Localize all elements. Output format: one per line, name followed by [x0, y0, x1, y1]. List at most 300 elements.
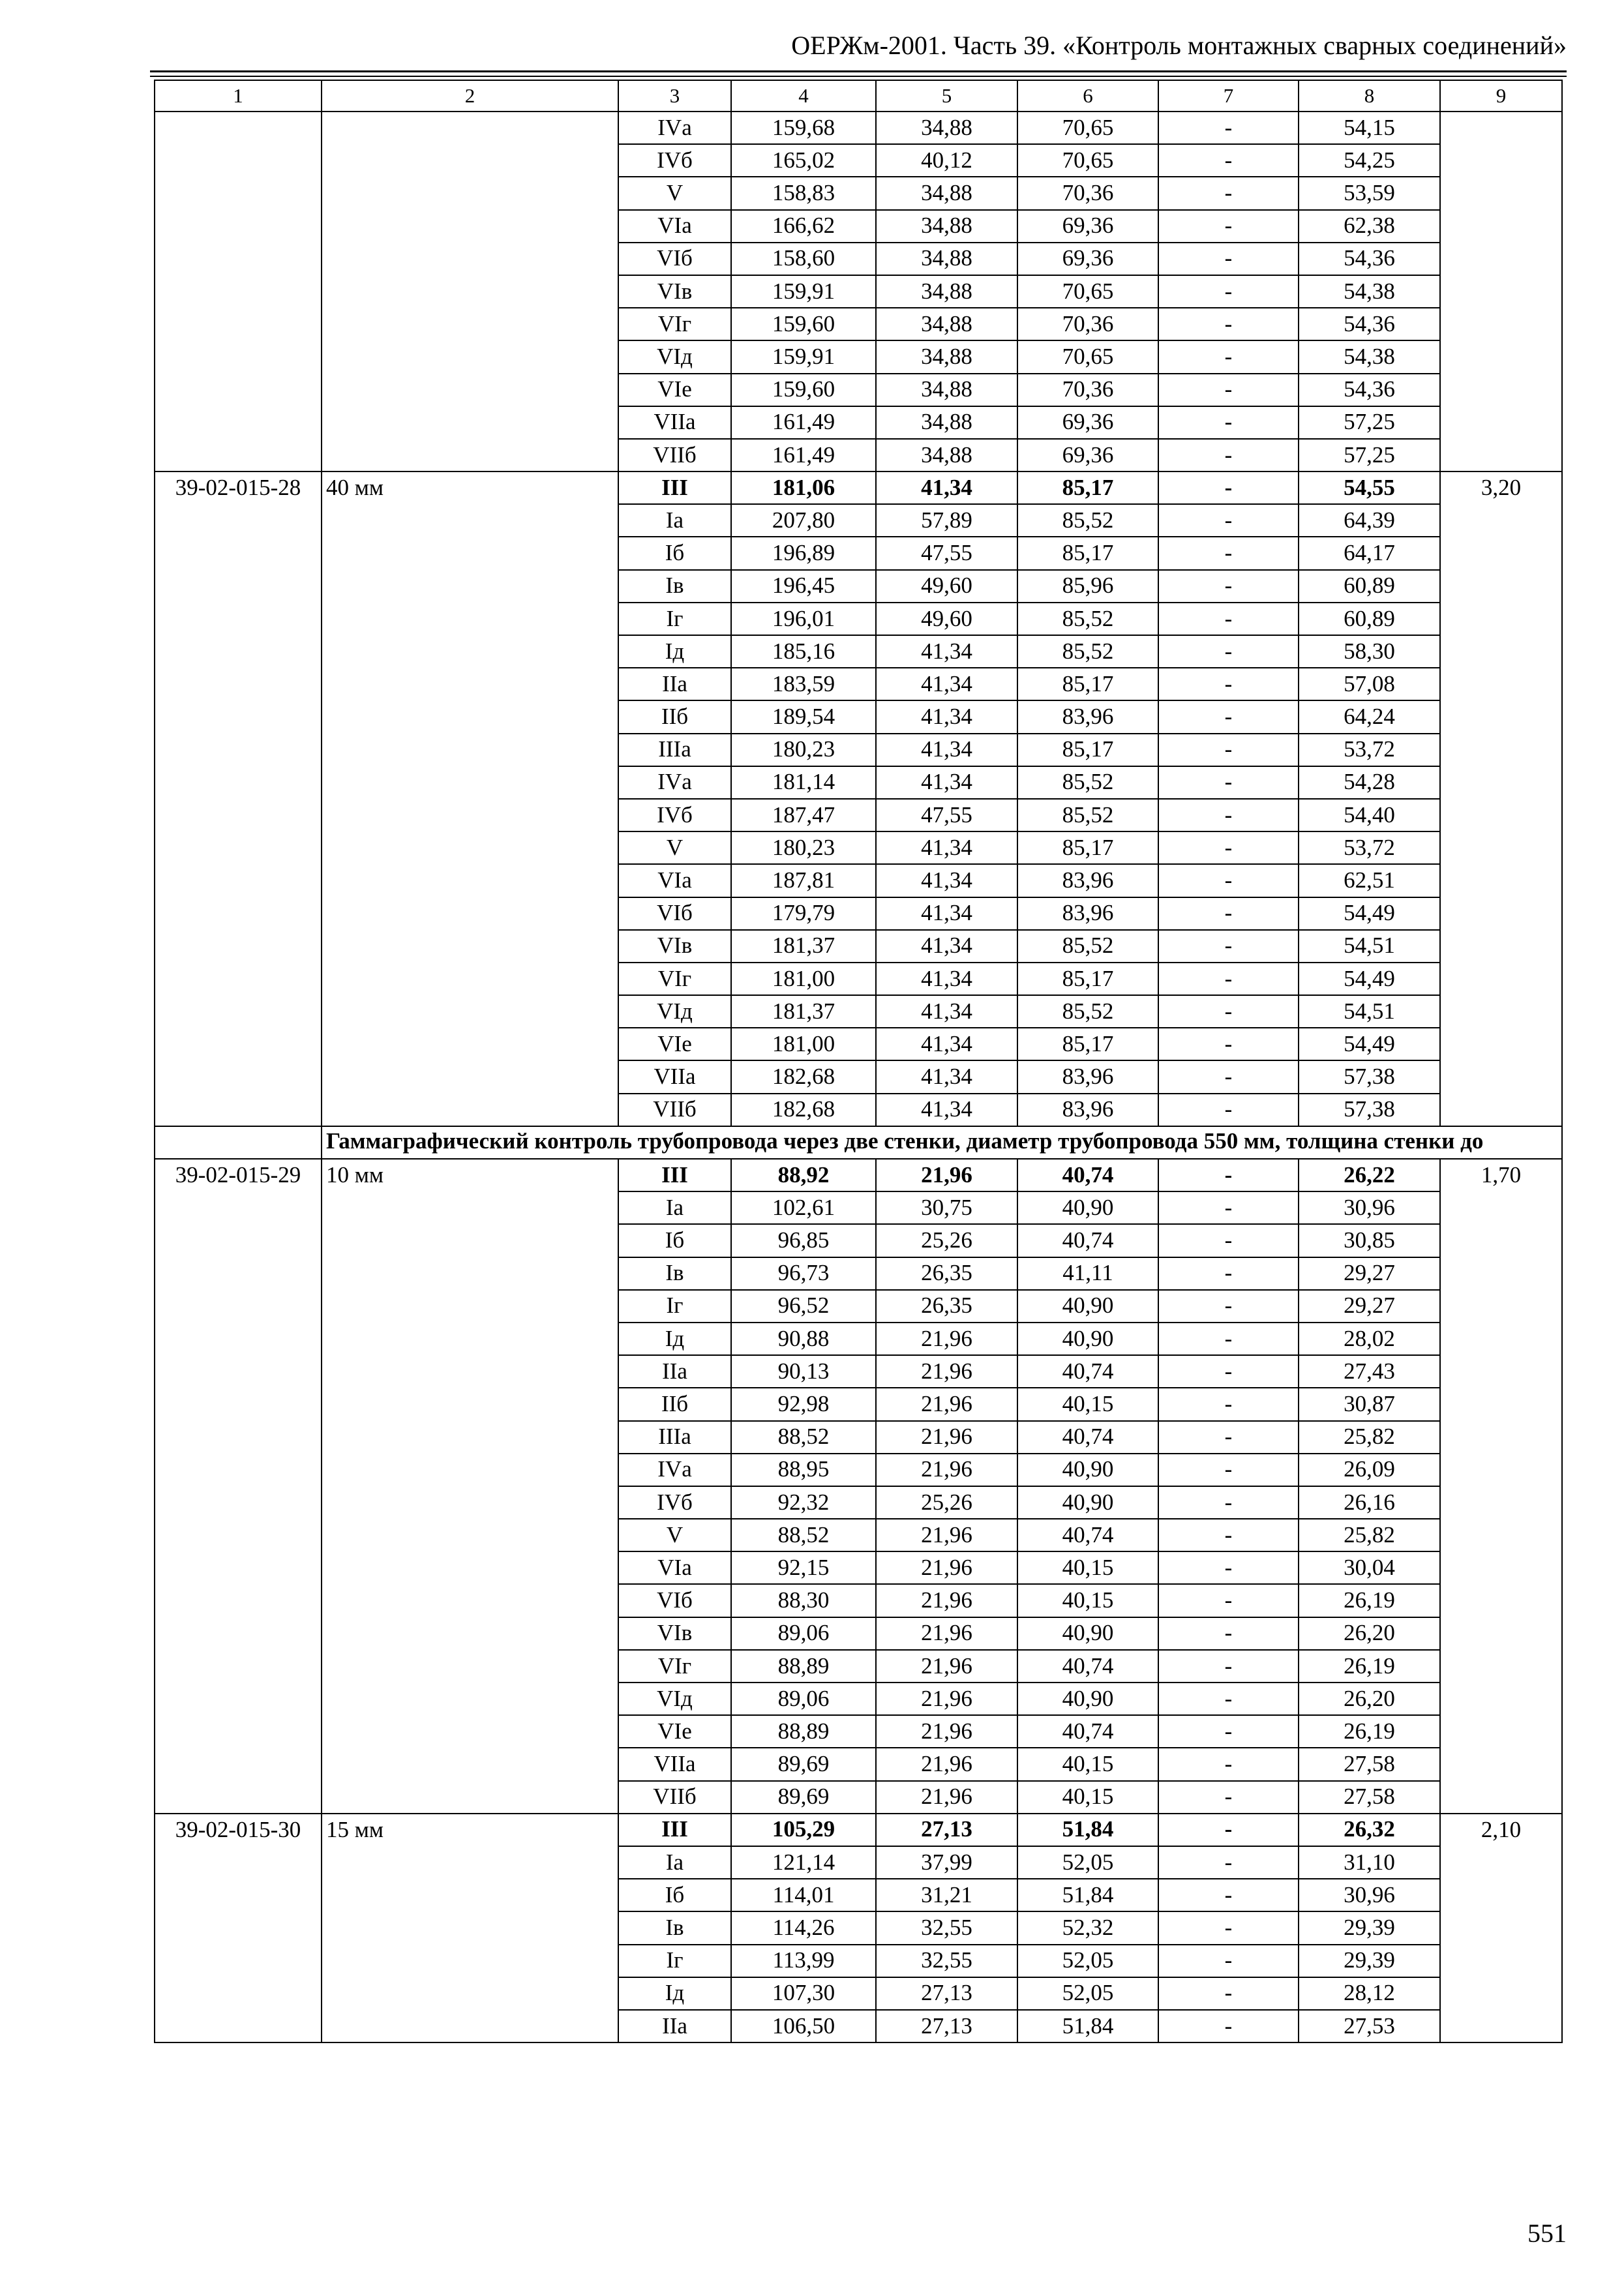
- machines-cell: 40,90: [1017, 1191, 1158, 1224]
- driver-wages-cell: -: [1158, 1355, 1299, 1388]
- total-cost-cell: 89,06: [731, 1683, 876, 1715]
- machines-cell: 69,36: [1017, 210, 1158, 243]
- machines-cell: 40,90: [1017, 1290, 1158, 1323]
- machines-cell: 40,15: [1017, 1584, 1158, 1617]
- machines-cell: 40,74: [1017, 1519, 1158, 1551]
- machines-cell: 70,65: [1017, 112, 1158, 144]
- machines-cell: 69,36: [1017, 406, 1158, 439]
- machines-cell: 40,15: [1017, 1551, 1158, 1584]
- category-cell: VIб: [618, 1584, 731, 1617]
- driver-wages-cell: -: [1158, 1290, 1299, 1323]
- machines-cell: 70,65: [1017, 144, 1158, 177]
- wages-cell: 26,35: [876, 1257, 1017, 1290]
- driver-wages-cell: -: [1158, 668, 1299, 700]
- labor-cost-cell: 2,10: [1440, 1814, 1562, 2042]
- driver-wages-cell: -: [1158, 700, 1299, 733]
- wages-cell: 21,96: [876, 1715, 1017, 1748]
- machines-cell: 40,74: [1017, 1159, 1158, 1191]
- materials-cell: 54,49: [1299, 963, 1440, 995]
- wages-cell: 41,34: [876, 1060, 1017, 1093]
- machines-cell: 70,36: [1017, 308, 1158, 340]
- machines-cell: 41,11: [1017, 1257, 1158, 1290]
- wages-cell: 21,96: [876, 1584, 1017, 1617]
- column-number-cell: 4: [731, 80, 876, 112]
- machines-cell: 40,15: [1017, 1388, 1158, 1420]
- materials-cell: 29,39: [1299, 1945, 1440, 1977]
- total-cost-cell: 114,01: [731, 1879, 876, 1911]
- total-cost-cell: 159,91: [731, 340, 876, 373]
- machines-cell: 40,90: [1017, 1486, 1158, 1519]
- wages-cell: 26,35: [876, 1290, 1017, 1323]
- wages-cell: 41,34: [876, 734, 1017, 766]
- driver-wages-cell: -: [1158, 537, 1299, 569]
- category-cell: IIб: [618, 700, 731, 733]
- machines-cell: 52,05: [1017, 1945, 1158, 1977]
- wages-cell: 21,96: [876, 1748, 1017, 1780]
- machines-cell: 40,74: [1017, 1650, 1158, 1683]
- driver-wages-cell: -: [1158, 1060, 1299, 1093]
- materials-cell: 54,36: [1299, 308, 1440, 340]
- machines-cell: 85,17: [1017, 1028, 1158, 1060]
- materials-cell: 60,89: [1299, 603, 1440, 635]
- total-cost-cell: 159,68: [731, 112, 876, 144]
- category-cell: VIе: [618, 1028, 731, 1060]
- column-number-cell: 6: [1017, 80, 1158, 112]
- wages-cell: 41,34: [876, 635, 1017, 668]
- materials-cell: 26,09: [1299, 1454, 1440, 1486]
- category-cell: IVб: [618, 144, 731, 177]
- column-number-cell: 2: [322, 80, 618, 112]
- driver-wages-cell: -: [1158, 1551, 1299, 1584]
- machines-cell: 85,17: [1017, 537, 1158, 569]
- labor-cost-cell: 1,70: [1440, 1159, 1562, 1814]
- materials-cell: 53,59: [1299, 177, 1440, 209]
- total-cost-cell: 158,60: [731, 243, 876, 275]
- total-cost-cell: 113,99: [731, 1945, 876, 1977]
- machines-cell: 40,15: [1017, 1781, 1158, 1814]
- total-cost-cell: 165,02: [731, 144, 876, 177]
- driver-wages-cell: -: [1158, 1911, 1299, 1944]
- category-cell: VIг: [618, 1650, 731, 1683]
- total-cost-cell: 159,91: [731, 275, 876, 308]
- category-cell: Iа: [618, 1191, 731, 1224]
- materials-cell: 25,82: [1299, 1421, 1440, 1454]
- materials-cell: 54,49: [1299, 1028, 1440, 1060]
- total-cost-cell: 185,16: [731, 635, 876, 668]
- materials-cell: 57,08: [1299, 668, 1440, 700]
- driver-wages-cell: -: [1158, 1519, 1299, 1551]
- page-number: 551: [1527, 2219, 1567, 2248]
- wages-cell: 21,96: [876, 1650, 1017, 1683]
- total-cost-cell: 189,54: [731, 700, 876, 733]
- category-cell: VIIа: [618, 1748, 731, 1780]
- table-row: [155, 112, 1562, 144]
- wages-cell: 41,34: [876, 831, 1017, 864]
- driver-wages-cell: -: [1158, 930, 1299, 963]
- machines-cell: 51,84: [1017, 1879, 1158, 1911]
- driver-wages-cell: -: [1158, 112, 1299, 144]
- driver-wages-cell: -: [1158, 766, 1299, 799]
- category-cell: Iд: [618, 635, 731, 668]
- driver-wages-cell: -: [1158, 995, 1299, 1028]
- wages-cell: 25,26: [876, 1224, 1017, 1257]
- driver-wages-cell: -: [1158, 1454, 1299, 1486]
- category-cell: Iд: [618, 1323, 731, 1355]
- materials-cell: 26,16: [1299, 1486, 1440, 1519]
- materials-cell: 64,17: [1299, 537, 1440, 569]
- category-cell: VIг: [618, 308, 731, 340]
- rate-code-cell: 39-02-015-28: [155, 471, 322, 1126]
- rate-code-cell: [155, 112, 322, 471]
- driver-wages-cell: -: [1158, 1650, 1299, 1683]
- driver-wages-cell: -: [1158, 1388, 1299, 1420]
- labor-cost-cell: [1440, 112, 1562, 471]
- driver-wages-cell: -: [1158, 831, 1299, 864]
- total-cost-cell: 181,14: [731, 766, 876, 799]
- category-cell: Iв: [618, 1911, 731, 1944]
- driver-wages-cell: -: [1158, 1945, 1299, 1977]
- machines-cell: 85,52: [1017, 995, 1158, 1028]
- wages-cell: 41,34: [876, 995, 1017, 1028]
- column-number-cell: 3: [618, 80, 731, 112]
- machines-cell: 69,36: [1017, 439, 1158, 471]
- driver-wages-cell: -: [1158, 210, 1299, 243]
- wages-cell: 41,34: [876, 963, 1017, 995]
- category-cell: VIд: [618, 1683, 731, 1715]
- category-cell: III: [618, 1814, 731, 1846]
- total-cost-cell: 161,49: [731, 439, 876, 471]
- category-cell: VIв: [618, 1617, 731, 1650]
- driver-wages-cell: -: [1158, 1191, 1299, 1224]
- materials-cell: 57,25: [1299, 406, 1440, 439]
- materials-cell: 54,38: [1299, 340, 1440, 373]
- driver-wages-cell: -: [1158, 1323, 1299, 1355]
- total-cost-cell: 181,00: [731, 1028, 876, 1060]
- wages-cell: 21,96: [876, 1323, 1017, 1355]
- category-cell: IVб: [618, 1486, 731, 1519]
- wages-cell: 41,34: [876, 766, 1017, 799]
- category-cell: VIа: [618, 210, 731, 243]
- total-cost-cell: 88,52: [731, 1421, 876, 1454]
- wages-cell: 41,34: [876, 668, 1017, 700]
- column-number-cell: 8: [1299, 80, 1440, 112]
- materials-cell: 57,38: [1299, 1060, 1440, 1093]
- wages-cell: 34,88: [876, 210, 1017, 243]
- machines-cell: 83,96: [1017, 897, 1158, 930]
- total-cost-cell: 96,52: [731, 1290, 876, 1323]
- category-cell: Iа: [618, 1846, 731, 1879]
- machines-cell: 85,52: [1017, 504, 1158, 537]
- total-cost-cell: 88,92: [731, 1159, 876, 1191]
- wages-cell: 41,34: [876, 1094, 1017, 1126]
- materials-cell: 58,30: [1299, 635, 1440, 668]
- driver-wages-cell: -: [1158, 2010, 1299, 2042]
- category-cell: III: [618, 1159, 731, 1191]
- materials-cell: 26,19: [1299, 1650, 1440, 1683]
- wages-cell: 41,34: [876, 864, 1017, 897]
- total-cost-cell: 181,37: [731, 995, 876, 1028]
- category-cell: IVб: [618, 799, 731, 831]
- total-cost-cell: 158,83: [731, 177, 876, 209]
- materials-cell: 27,58: [1299, 1781, 1440, 1814]
- materials-cell: 54,28: [1299, 766, 1440, 799]
- total-cost-cell: 89,69: [731, 1781, 876, 1814]
- total-cost-cell: 114,26: [731, 1911, 876, 1944]
- materials-cell: 54,36: [1299, 243, 1440, 275]
- machines-cell: 85,52: [1017, 930, 1158, 963]
- category-cell: III: [618, 471, 731, 504]
- materials-cell: 53,72: [1299, 734, 1440, 766]
- driver-wages-cell: -: [1158, 340, 1299, 373]
- wages-cell: 27,13: [876, 1814, 1017, 1846]
- category-cell: V: [618, 831, 731, 864]
- machines-cell: 40,90: [1017, 1454, 1158, 1486]
- category-cell: Iа: [618, 504, 731, 537]
- total-cost-cell: 187,81: [731, 864, 876, 897]
- materials-cell: 26,32: [1299, 1814, 1440, 1846]
- category-cell: VIе: [618, 374, 731, 406]
- wages-cell: 30,75: [876, 1191, 1017, 1224]
- machines-cell: 85,17: [1017, 668, 1158, 700]
- table-row: [155, 1814, 1562, 1846]
- wages-cell: 32,55: [876, 1945, 1017, 1977]
- total-cost-cell: 183,59: [731, 668, 876, 700]
- category-cell: Iв: [618, 1257, 731, 1290]
- header-rule-thin: [150, 76, 1567, 77]
- driver-wages-cell: -: [1158, 471, 1299, 504]
- wages-cell: 49,60: [876, 603, 1017, 635]
- materials-cell: 64,39: [1299, 504, 1440, 537]
- driver-wages-cell: -: [1158, 963, 1299, 995]
- machines-cell: 83,96: [1017, 1060, 1158, 1093]
- materials-cell: 27,43: [1299, 1355, 1440, 1388]
- materials-cell: 28,02: [1299, 1323, 1440, 1355]
- total-cost-cell: 121,14: [731, 1846, 876, 1879]
- driver-wages-cell: -: [1158, 1224, 1299, 1257]
- total-cost-cell: 96,73: [731, 1257, 876, 1290]
- driver-wages-cell: -: [1158, 1879, 1299, 1911]
- materials-cell: 30,96: [1299, 1879, 1440, 1911]
- machines-cell: 40,74: [1017, 1224, 1158, 1257]
- category-cell: VIIа: [618, 1060, 731, 1093]
- materials-cell: 26,19: [1299, 1584, 1440, 1617]
- machines-cell: 85,52: [1017, 799, 1158, 831]
- total-cost-cell: 196,45: [731, 570, 876, 603]
- materials-cell: 53,72: [1299, 831, 1440, 864]
- wages-cell: 57,89: [876, 504, 1017, 537]
- wall-thickness-cell: 15 мм: [322, 1814, 618, 2042]
- driver-wages-cell: -: [1158, 1584, 1299, 1617]
- total-cost-cell: 180,23: [731, 734, 876, 766]
- total-cost-cell: 107,30: [731, 1977, 876, 2010]
- driver-wages-cell: -: [1158, 308, 1299, 340]
- driver-wages-cell: -: [1158, 897, 1299, 930]
- materials-cell: 60,89: [1299, 570, 1440, 603]
- category-cell: VIIа: [618, 406, 731, 439]
- machines-cell: 85,17: [1017, 963, 1158, 995]
- total-cost-cell: 106,50: [731, 2010, 876, 2042]
- wages-cell: 21,96: [876, 1421, 1017, 1454]
- materials-cell: 54,40: [1299, 799, 1440, 831]
- machines-cell: 40,90: [1017, 1617, 1158, 1650]
- category-cell: Iг: [618, 1290, 731, 1323]
- driver-wages-cell: -: [1158, 275, 1299, 308]
- total-cost-cell: 196,89: [731, 537, 876, 569]
- category-cell: VIа: [618, 864, 731, 897]
- category-cell: VIб: [618, 243, 731, 275]
- total-cost-cell: 105,29: [731, 1814, 876, 1846]
- machines-cell: 85,52: [1017, 766, 1158, 799]
- materials-cell: 54,25: [1299, 144, 1440, 177]
- machines-cell: 40,90: [1017, 1683, 1158, 1715]
- category-cell: IIIа: [618, 734, 731, 766]
- driver-wages-cell: -: [1158, 570, 1299, 603]
- driver-wages-cell: -: [1158, 1683, 1299, 1715]
- driver-wages-cell: -: [1158, 177, 1299, 209]
- wages-cell: 34,88: [876, 439, 1017, 471]
- total-cost-cell: 196,01: [731, 603, 876, 635]
- driver-wages-cell: -: [1158, 734, 1299, 766]
- wall-thickness-cell: [322, 112, 618, 471]
- materials-cell: 54,36: [1299, 374, 1440, 406]
- category-cell: IVа: [618, 112, 731, 144]
- materials-cell: 29,27: [1299, 1257, 1440, 1290]
- driver-wages-cell: -: [1158, 1617, 1299, 1650]
- materials-cell: 31,10: [1299, 1846, 1440, 1879]
- category-cell: VIIб: [618, 1781, 731, 1814]
- driver-wages-cell: -: [1158, 1421, 1299, 1454]
- wages-cell: 41,34: [876, 930, 1017, 963]
- machines-cell: 85,52: [1017, 635, 1158, 668]
- wages-cell: 49,60: [876, 570, 1017, 603]
- total-cost-cell: 88,89: [731, 1650, 876, 1683]
- materials-cell: 26,20: [1299, 1617, 1440, 1650]
- category-cell: IIа: [618, 2010, 731, 2042]
- total-cost-cell: 159,60: [731, 374, 876, 406]
- total-cost-cell: 166,62: [731, 210, 876, 243]
- wages-cell: 21,96: [876, 1355, 1017, 1388]
- machines-cell: 85,17: [1017, 831, 1158, 864]
- column-number-cell: 7: [1158, 80, 1299, 112]
- total-cost-cell: 92,98: [731, 1388, 876, 1420]
- driver-wages-cell: -: [1158, 1486, 1299, 1519]
- category-cell: IVа: [618, 766, 731, 799]
- category-cell: Iб: [618, 1224, 731, 1257]
- document-header: ОЕРЖм-2001. Часть 39. «Контроль монтажных сварных соединений»: [791, 31, 1567, 60]
- machines-cell: 69,36: [1017, 243, 1158, 275]
- wages-cell: 25,26: [876, 1486, 1017, 1519]
- wall-thickness-cell: 40 мм: [322, 471, 618, 1126]
- total-cost-cell: 92,32: [731, 1486, 876, 1519]
- machines-cell: 85,17: [1017, 734, 1158, 766]
- machines-cell: 40,74: [1017, 1715, 1158, 1748]
- machines-cell: 83,96: [1017, 700, 1158, 733]
- category-cell: Iб: [618, 1879, 731, 1911]
- materials-cell: 64,24: [1299, 700, 1440, 733]
- total-cost-cell: 182,68: [731, 1094, 876, 1126]
- machines-cell: 83,96: [1017, 1094, 1158, 1126]
- machines-cell: 70,36: [1017, 177, 1158, 209]
- total-cost-cell: 89,69: [731, 1748, 876, 1780]
- materials-cell: 26,22: [1299, 1159, 1440, 1191]
- category-cell: IIб: [618, 1388, 731, 1420]
- category-cell: Iг: [618, 603, 731, 635]
- driver-wages-cell: -: [1158, 439, 1299, 471]
- driver-wages-cell: -: [1158, 603, 1299, 635]
- machines-cell: 83,96: [1017, 864, 1158, 897]
- materials-cell: 27,53: [1299, 2010, 1440, 2042]
- total-cost-cell: 88,89: [731, 1715, 876, 1748]
- materials-cell: 57,38: [1299, 1094, 1440, 1126]
- wages-cell: 37,99: [876, 1846, 1017, 1879]
- driver-wages-cell: -: [1158, 406, 1299, 439]
- category-cell: VIIб: [618, 439, 731, 471]
- driver-wages-cell: -: [1158, 144, 1299, 177]
- driver-wages-cell: -: [1158, 1257, 1299, 1290]
- wages-cell: 21,96: [876, 1781, 1017, 1814]
- materials-cell: 29,27: [1299, 1290, 1440, 1323]
- wall-thickness-cell: 10 мм: [322, 1159, 618, 1814]
- machines-cell: 40,74: [1017, 1355, 1158, 1388]
- driver-wages-cell: -: [1158, 1094, 1299, 1126]
- category-cell: VIIб: [618, 1094, 731, 1126]
- materials-cell: 57,25: [1299, 439, 1440, 471]
- materials-cell: 30,04: [1299, 1551, 1440, 1584]
- category-cell: IVа: [618, 1454, 731, 1486]
- materials-cell: 54,51: [1299, 995, 1440, 1028]
- wages-cell: 27,13: [876, 2010, 1017, 2042]
- total-cost-cell: 88,30: [731, 1584, 876, 1617]
- wages-cell: 21,96: [876, 1551, 1017, 1584]
- total-cost-cell: 187,47: [731, 799, 876, 831]
- wages-cell: 34,88: [876, 406, 1017, 439]
- total-cost-cell: 88,52: [731, 1519, 876, 1551]
- labor-cost-cell: 3,20: [1440, 471, 1562, 1126]
- wages-cell: 34,88: [876, 275, 1017, 308]
- wages-cell: 34,88: [876, 243, 1017, 275]
- driver-wages-cell: -: [1158, 374, 1299, 406]
- machines-cell: 70,65: [1017, 340, 1158, 373]
- driver-wages-cell: -: [1158, 1715, 1299, 1748]
- machines-cell: 85,17: [1017, 471, 1158, 504]
- driver-wages-cell: -: [1158, 1028, 1299, 1060]
- column-number-cell: 1: [155, 80, 322, 112]
- header-rule: [150, 70, 1567, 72]
- total-cost-cell: 179,79: [731, 897, 876, 930]
- wages-cell: 21,96: [876, 1388, 1017, 1420]
- machines-cell: 85,96: [1017, 570, 1158, 603]
- category-cell: IIIа: [618, 1421, 731, 1454]
- machines-cell: 51,84: [1017, 1814, 1158, 1846]
- materials-cell: 30,85: [1299, 1224, 1440, 1257]
- category-cell: Iд: [618, 1977, 731, 2010]
- driver-wages-cell: -: [1158, 799, 1299, 831]
- rate-code-cell: 39-02-015-29: [155, 1159, 322, 1814]
- wages-cell: 34,88: [876, 112, 1017, 144]
- wages-cell: 21,96: [876, 1454, 1017, 1486]
- category-cell: V: [618, 177, 731, 209]
- materials-cell: 25,82: [1299, 1519, 1440, 1551]
- wages-cell: 40,12: [876, 144, 1017, 177]
- total-cost-cell: 159,60: [731, 308, 876, 340]
- wages-cell: 21,96: [876, 1519, 1017, 1551]
- materials-cell: 54,51: [1299, 930, 1440, 963]
- materials-cell: 26,20: [1299, 1683, 1440, 1715]
- wages-cell: 34,88: [876, 374, 1017, 406]
- wages-cell: 34,88: [876, 308, 1017, 340]
- wages-cell: 31,21: [876, 1879, 1017, 1911]
- table-row: [155, 471, 1562, 504]
